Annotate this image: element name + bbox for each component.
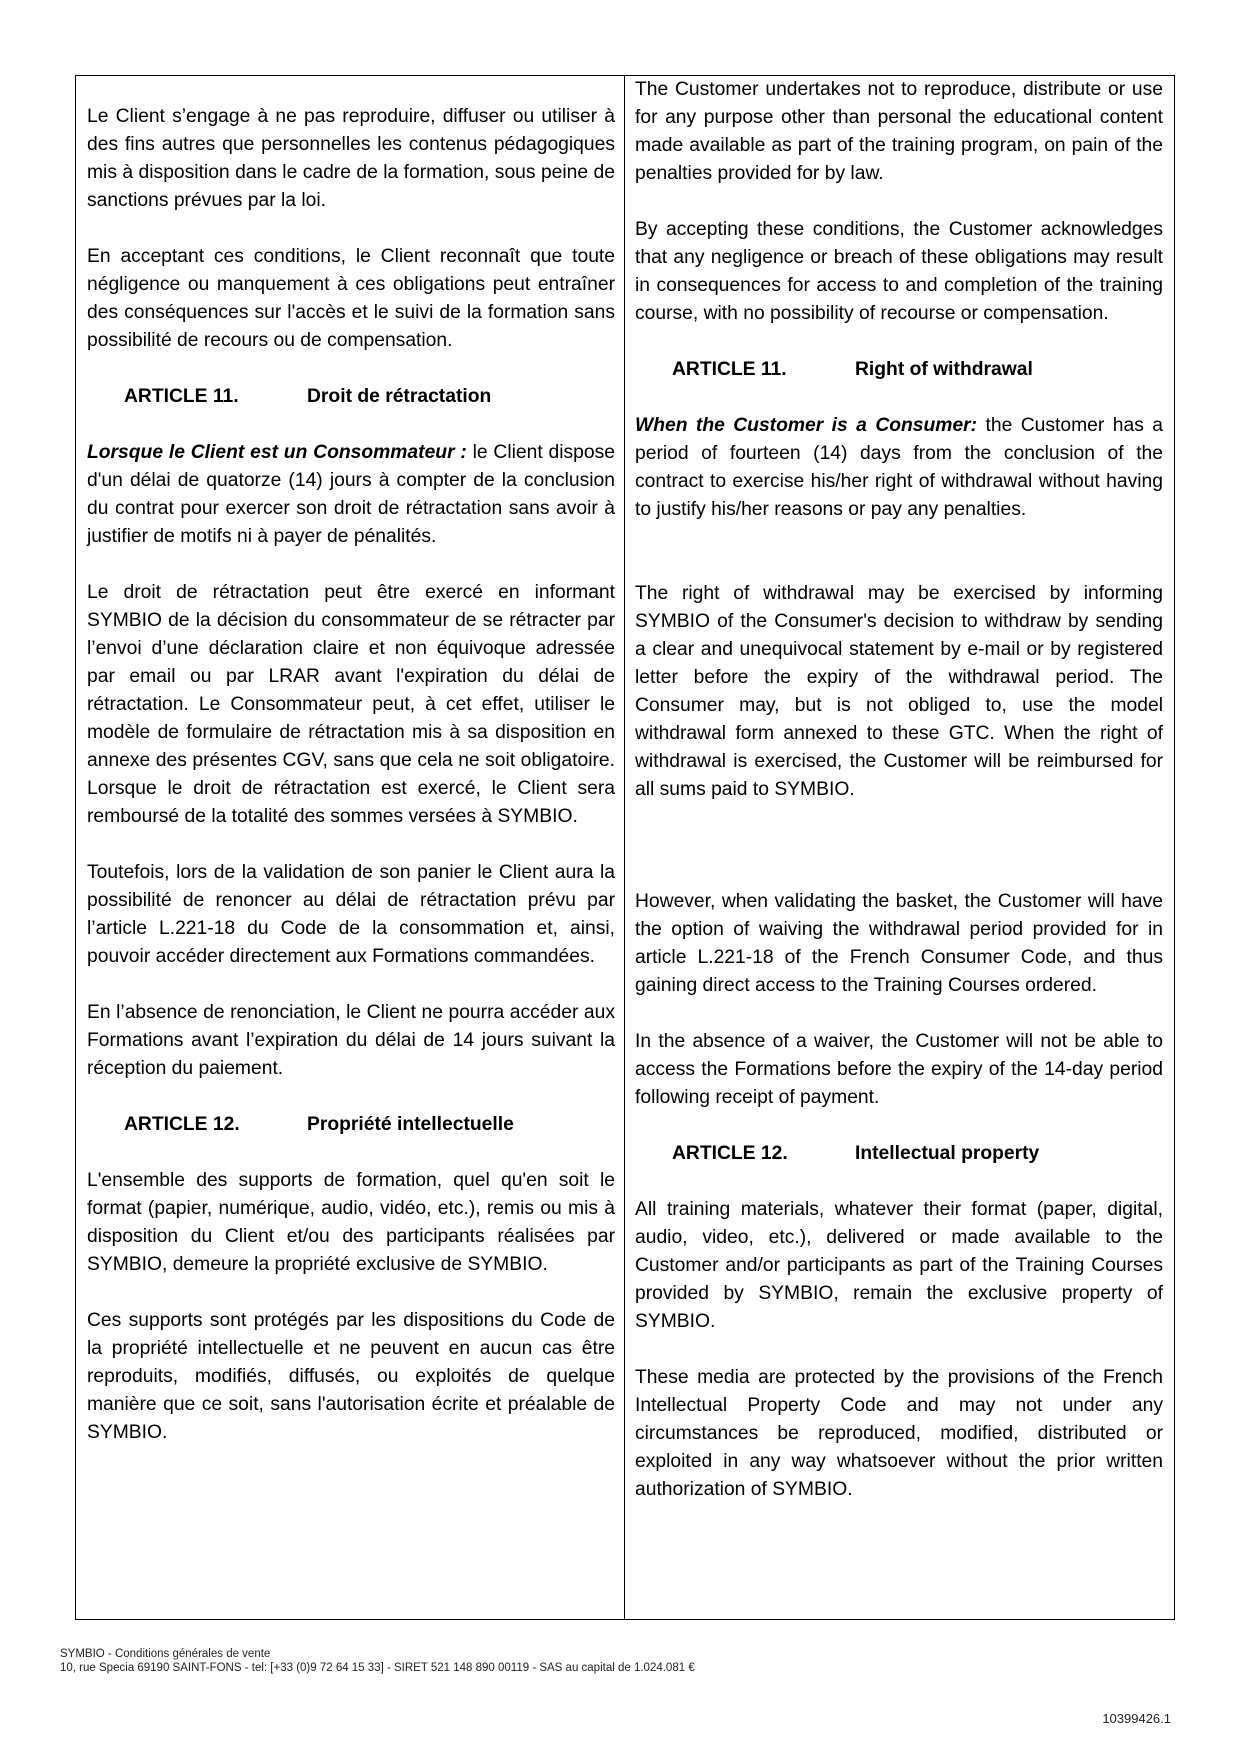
column-divider (624, 76, 625, 1619)
en-article-12-heading (635, 1140, 1163, 1168)
footer-company-address: 10, rue Specia 69190 SAINT-FONS - tel: [+33 (0)9 72 64 15 33] - SIRET 521 148 890 00119 - SAS au capital de 1.024.081 € (60, 1662, 695, 1674)
en-paragraph-waiver: However, when validating the basket, the Customer will have the option of waiving the withdrawal period provided for in article L.221-18 of the French Consumer Code, and thus gaining direct access to the Training Courses ordered. (635, 891, 1163, 996)
en-paragraph-no-waiver: In the absence of a waiver, the Customer will not be able to access the Formations before the expiry of the 14-day period following receipt of payment. (635, 1031, 1163, 1108)
fr-paragraph-protection: Ces supports sont protégés par les dispositions du Code de la propriété intellectuelle et ne peuvent en aucun cas être reproduits, modifiés, diffusés, ou exploités de quelque manière que ce soit, sans l'autorisation écrite et préalable de SYMBIO. (87, 1310, 615, 1443)
fr-paragraph-acceptance: En acceptant ces conditions, le Client reconnaît que toute négligence ou manquement à ces obligations peut entraîner des conséquences sur l'accès et le suivi de la formation sans possibilité de recours ou de compensation. (87, 246, 615, 351)
fr-article-11-number: ARTICLE 11. (124, 386, 239, 407)
en-consumer-lead: When the Customer is a Consumer: (635, 415, 978, 436)
en-article-11-number: ARTICLE 11. (672, 359, 787, 380)
fr-article-11-title: Droit de rétractation (307, 386, 492, 407)
en-paragraph-acceptance: By accepting these conditions, the Customer acknowledges that any negligence or breach of these obligations may result in consequences for access to and completion of the training course, with no possibility of recourse or compensation. (635, 219, 1163, 324)
bilingual-terms-table (75, 75, 1175, 1620)
fr-paragraph-materials: L'ensemble des supports de formation, quel qu'en soit le format (papier, numérique, audio, vidéo, etc.), remis ou mis à disposition du Client et/ou des participants réalisées par SYMBIO, demeure la propriété exclusive de SYMBIO. (87, 1170, 615, 1275)
fr-paragraph-no-waiver: En l’absence de renonciation, le Client ne pourra accéder aux Formations avant l’expiration du délai de 14 jours suivant la réception du paiement. (87, 1002, 615, 1079)
fr-paragraph-consumer-withdrawal (87, 439, 615, 551)
en-paragraph-materials: All training materials, whatever their format (paper, digital, audio, video, etc.), delivered or made available to the Customer and/or participants as part of the Training Courses provided by SYMBIO, remain the exclusive property of SYMBIO. (635, 1199, 1163, 1332)
fr-article-12-number: ARTICLE 12. (124, 1114, 240, 1135)
fr-consumer-lead: Lorsque le Client est un Consommateur : (87, 442, 467, 463)
fr-consumer-text: le Client dispose d'un délai de quatorze (14) jours à compter de la conclusion du contrat pour exercer son droit de rétractation sans avoir à justifier de motifs ni à payer de pénalités. (87, 442, 615, 547)
fr-paragraph-waiver: Toutefois, lors de la validation de son panier le Client aura la possibilité de renoncer au délai de rétractation prévu par l’article L.221-18 du Code de la consommation et, ainsi, pouvoir accéder directement aux Formations commandées. (87, 862, 615, 967)
en-article-11-heading (635, 356, 1163, 384)
fr-article-12-title: Propriété intellectuelle (307, 1114, 514, 1135)
en-article-12-number: ARTICLE 12. (672, 1143, 788, 1164)
document-reference-number: 10399426.1 (1102, 1711, 1171, 1726)
english-column (635, 76, 1163, 1504)
en-article-11-title: Right of withdrawal (855, 359, 1033, 380)
en-paragraph-protection: These media are protected by the provisions of the French Intellectual Property Code and may not under any circumstances be reproduced, modified, distributed or exploited in any way whatsoever without the prior written authorization of SYMBIO. (635, 1367, 1163, 1500)
fr-article-11-heading (87, 383, 615, 411)
fr-article-12-heading (87, 1111, 615, 1139)
page-footer (60, 1647, 695, 1675)
en-consumer-text: the Customer has a period of fourteen (14) days from the conclusion of the contract to exercise his/her right of withdrawal without having to justify his/her reasons or pay any penalties. (635, 415, 1163, 520)
fr-paragraph-content-use: Le Client s’engage à ne pas reproduire, diffuser ou utiliser à des fins autres que personnelles les contenus pédagogiques mis à disposition dans le cadre de la formation, sous peine de sanctions prévues par la loi. (87, 106, 615, 211)
en-paragraph-consumer-withdrawal (635, 412, 1163, 524)
fr-paragraph-withdrawal-exercise: Le droit de rétractation peut être exercé en informant SYMBIO de la décision du consommateur de se rétracter par l’envoi d’une déclaration claire et non équivoque adressée par email ou par LRAR avant l'expiration du délai de rétractation. Le Consommateur peut, à cet effet, utiliser le modèle de formulaire de rétractation mis à sa disposition en annexe des présentes CGV, sans que cela ne soit obligatoire. Lorsque le droit de rétractation est exercé, le Client sera remboursé de la totalité des sommes versées à SYMBIO. (87, 582, 615, 827)
footer-company-title: SYMBIO - Conditions générales de vente (60, 1648, 271, 1660)
en-paragraph-withdrawal-exercise: The right of withdrawal may be exercised by informing SYMBIO of the Consumer's decision to withdraw by sending a clear and unequivocal statement by e-mail or by registered letter before the expiry of the withdrawal period. The Consumer may, but is not obliged to, use the model withdrawal form annexed to these GTC. When the right of withdrawal is exercised, the Customer will be reimbursed for all sums paid to SYMBIO. (635, 583, 1163, 800)
en-article-12-title: Intellectual property (855, 1143, 1040, 1164)
en-paragraph-content-use: The Customer undertakes not to reproduce, distribute or use for any purpose other than personal the educational content made available as part of the training program, on pain of the penalties provided for by law. (635, 79, 1163, 184)
french-column (87, 76, 615, 1447)
